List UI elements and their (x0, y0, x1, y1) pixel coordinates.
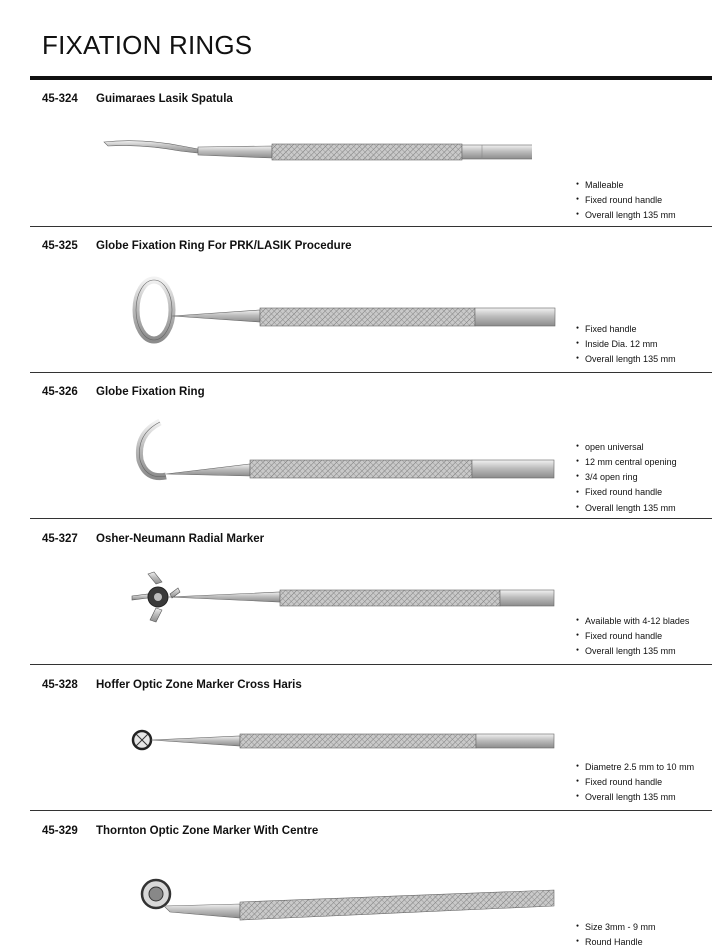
feature-item: ● Malleable (576, 178, 676, 193)
section-divider (30, 226, 712, 227)
product-name: Thornton Optic Zone Marker With Centre (96, 825, 319, 837)
product-name: Hoffer Optic Zone Marker Cross Haris (96, 679, 302, 691)
feature-item: ● Fixed round handle (576, 193, 676, 208)
product-header (42, 825, 318, 837)
feature-item: ● Fixed round handle (576, 629, 689, 644)
feature-item: ● Fixed round handle (576, 485, 677, 500)
product-header (42, 533, 264, 545)
feature-item: ● Diametre 2.5 mm to 10 mm (576, 760, 694, 775)
section-divider (30, 372, 712, 373)
feature-list (576, 614, 689, 659)
product-name: Guimaraes Lasik Spatula (96, 93, 233, 105)
feature-list (576, 178, 676, 223)
centre-marker-instrument (130, 874, 570, 934)
feature-item: ● Round Handle (576, 935, 656, 950)
feature-item: ● Overall length 135 mm (576, 501, 677, 516)
product-name: Globe Fixation Ring (96, 386, 205, 398)
product-name: Globe Fixation Ring For PRK/LASIK Procedure (96, 240, 352, 252)
feature-item: ● Fixed handle (576, 322, 676, 337)
feature-item: ● Inside Dia. 12 mm (576, 337, 676, 352)
product-code: 45-325 (42, 240, 78, 252)
title-divider (30, 76, 712, 80)
product-code: 45-326 (42, 386, 78, 398)
feature-item: ● Overall length 135 mm (576, 352, 676, 367)
feature-list (576, 440, 677, 516)
product-header (42, 93, 233, 105)
page-title: FIXATION RINGS (42, 30, 253, 60)
section-divider (30, 664, 712, 665)
section-divider (30, 810, 712, 811)
feature-item: ● open universal (576, 440, 677, 455)
product-header (42, 386, 205, 398)
product-header (42, 679, 302, 691)
feature-item: ● Overall length 135 mm (576, 208, 676, 223)
cross-marker-instrument (130, 722, 570, 772)
feature-item: ● Fixed round handle (576, 775, 694, 790)
closed-ring-instrument (130, 274, 570, 354)
section-divider (30, 518, 712, 519)
product-code: 45-327 (42, 533, 78, 545)
feature-item: ● 3/4 open ring (576, 470, 677, 485)
product-code: 45-324 (42, 93, 78, 105)
spatula-instrument (102, 132, 532, 172)
feature-list (576, 920, 656, 950)
feature-item: ● Overall length 135 mm (576, 790, 694, 805)
radial-marker-instrument (130, 570, 570, 630)
open-ring-instrument (130, 414, 570, 494)
product-name: Osher-Neumann Radial Marker (96, 533, 265, 545)
product-code: 45-328 (42, 679, 78, 691)
feature-item: ● Available with 4-12 blades (576, 614, 689, 629)
feature-item: ● 12 mm central opening (576, 455, 677, 470)
feature-item: ● Overall length 135 mm (576, 644, 689, 659)
product-header (42, 240, 352, 252)
feature-list (576, 322, 676, 367)
feature-list (576, 760, 694, 805)
product-code: 45-329 (42, 825, 78, 837)
feature-item: ● Size 3mm - 9 mm (576, 920, 656, 935)
